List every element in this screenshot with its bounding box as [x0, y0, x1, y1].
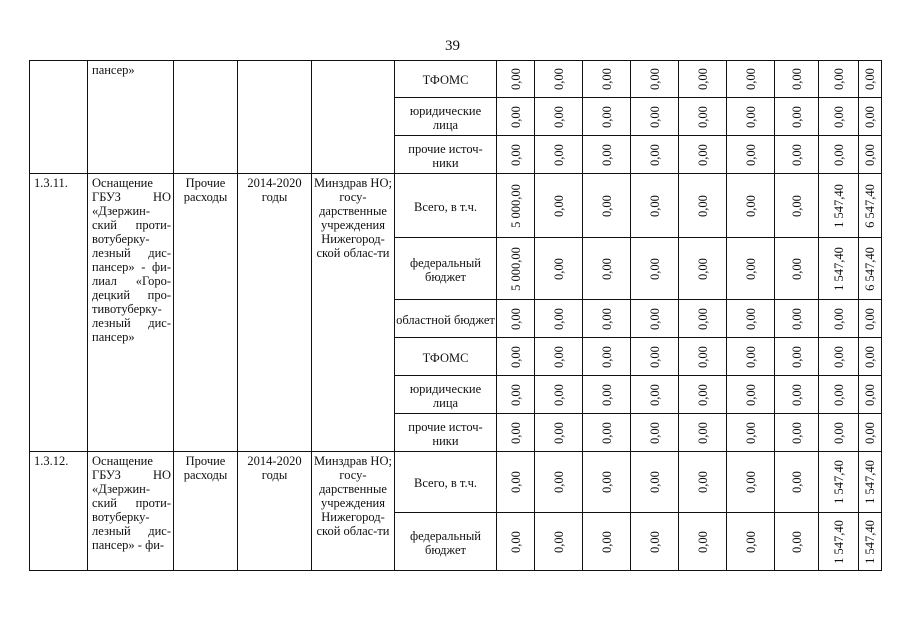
amount-value: 0,00 [863, 383, 877, 406]
amount-cell [727, 61, 775, 98]
amount-cell [819, 376, 859, 414]
amount-value: 0,00 [695, 143, 710, 166]
amount-cell [727, 338, 775, 376]
amount-cell [583, 174, 631, 238]
amount-cell [535, 414, 583, 452]
amount-cell [775, 98, 819, 136]
amount-cell [497, 338, 535, 376]
amount-value: 0,00 [599, 530, 614, 553]
funding-source: ТФОМС [395, 61, 497, 98]
amount-cell [775, 452, 819, 513]
amount-cell [583, 452, 631, 513]
amount-cell [775, 238, 819, 300]
amount-value: 0,00 [695, 68, 710, 90]
amount-cell [819, 98, 859, 136]
amount-value: 0,00 [508, 471, 523, 493]
amount-cell [535, 452, 583, 513]
page-number: 39 [445, 38, 460, 54]
amount-cell [727, 414, 775, 452]
amount-value: 1 547,40 [831, 519, 846, 564]
funding-source: Всего, в т.ч. [395, 452, 497, 513]
item-number: 1.3.11. [30, 174, 88, 452]
amount-value: 0,00 [599, 345, 614, 368]
amount-value: 0,00 [599, 257, 614, 280]
amount-cell [727, 136, 775, 174]
amount-value: 0,00 [599, 194, 614, 217]
amount-value: 0,00 [789, 105, 804, 128]
amount-cell [497, 136, 535, 174]
amount-value: 0,00 [695, 105, 710, 128]
amount-cell [679, 376, 727, 414]
amount-value: 0,00 [599, 383, 614, 406]
amount-value: 0,00 [508, 105, 523, 128]
amount-cell [775, 376, 819, 414]
amount-cell [497, 300, 535, 338]
amount-cell [859, 414, 882, 452]
amount-cell [727, 376, 775, 414]
amount-cell [631, 98, 679, 136]
amount-cell [631, 513, 679, 571]
table-row [30, 452, 882, 513]
amount-cell [583, 61, 631, 98]
amount-value: 0,00 [743, 471, 758, 493]
funding-source: федеральный бюджет [395, 513, 497, 571]
amount-cell [535, 376, 583, 414]
amount-cell [535, 61, 583, 98]
amount-cell [775, 174, 819, 238]
amount-value: 0,00 [695, 345, 710, 368]
amount-cell [583, 300, 631, 338]
amount-cell [583, 376, 631, 414]
amount-cell [727, 98, 775, 136]
funding-source: прочие источ-ники [395, 414, 497, 452]
amount-cell [775, 136, 819, 174]
amount-cell [497, 414, 535, 452]
executor [312, 61, 395, 174]
amount-cell [497, 61, 535, 98]
amount-value: 0,00 [599, 143, 614, 166]
amount-value: 6 547,40 [863, 183, 877, 228]
amount-value: 0,00 [508, 307, 523, 330]
amount-value: 5 000,00 [508, 183, 523, 228]
amount-value: 0,00 [863, 345, 877, 368]
executor: Минздрав НО; госу-дарственные учреждения Нижегород-ской облас-ти [312, 452, 395, 571]
amount-cell [859, 513, 882, 571]
amount-value: 0,00 [695, 530, 710, 553]
amount-cell [859, 376, 882, 414]
expense-type: Прочие расходы [174, 452, 238, 571]
period-years: 2014-2020 годы [238, 452, 312, 571]
amount-value: 0,00 [743, 105, 758, 128]
amount-cell [775, 300, 819, 338]
amount-cell [535, 300, 583, 338]
amount-value: 0,00 [508, 143, 523, 166]
amount-cell [497, 376, 535, 414]
amount-value: 0,00 [695, 257, 710, 280]
amount-cell [497, 513, 535, 571]
item-number [30, 61, 88, 174]
amount-value: 6 547,40 [863, 246, 877, 291]
amount-value: 0,00 [647, 345, 662, 368]
amount-cell [679, 414, 727, 452]
amount-value: 0,00 [551, 421, 566, 444]
funding-source: юридические лица [395, 98, 497, 136]
amount-value: 0,00 [599, 471, 614, 493]
amount-value: 5 000,00 [508, 246, 523, 291]
amount-value: 0,00 [831, 421, 846, 444]
amount-value: 0,00 [743, 257, 758, 280]
amount-value: 0,00 [695, 471, 710, 493]
amount-value: 0,00 [647, 421, 662, 444]
amount-cell [859, 238, 882, 300]
amount-value: 0,00 [863, 143, 877, 166]
item-name: Оснащение ГБУЗ НО «Дзержин-ский проти-вотуберку-лезный дис-пансер» - фи- [88, 452, 174, 571]
amount-value: 0,00 [647, 307, 662, 330]
amount-cell [727, 174, 775, 238]
funding-source: ТФОМС [395, 338, 497, 376]
amount-value: 0,00 [743, 68, 758, 90]
amount-cell [775, 513, 819, 571]
amount-value: 0,00 [789, 257, 804, 280]
amount-value: 0,00 [508, 345, 523, 368]
amount-value: 0,00 [647, 194, 662, 217]
amount-value: 0,00 [647, 105, 662, 128]
amount-value: 0,00 [831, 68, 846, 90]
amount-value: 0,00 [551, 383, 566, 406]
amount-value: 0,00 [743, 194, 758, 217]
amount-cell [497, 174, 535, 238]
amount-value: 0,00 [831, 143, 846, 166]
amount-value: 0,00 [508, 383, 523, 406]
amount-cell [631, 414, 679, 452]
amount-value: 0,00 [551, 471, 566, 493]
amount-value: 0,00 [508, 421, 523, 444]
amount-cell [727, 300, 775, 338]
amount-value: 0,00 [863, 68, 877, 90]
funding-source: прочие источ-ники [395, 136, 497, 174]
amount-cell [631, 338, 679, 376]
amount-cell [679, 136, 727, 174]
period-years [238, 61, 312, 174]
amount-cell [775, 61, 819, 98]
amount-value: 0,00 [743, 307, 758, 330]
amount-value: 1 547,40 [863, 460, 877, 504]
amount-cell [497, 238, 535, 300]
expense-type [174, 61, 238, 174]
amount-value: 0,00 [551, 68, 566, 90]
amount-cell [497, 452, 535, 513]
amount-value: 1 547,40 [863, 519, 877, 564]
amount-cell [819, 136, 859, 174]
amount-value: 1 547,40 [831, 460, 846, 504]
amount-cell [859, 61, 882, 98]
amount-value: 0,00 [551, 194, 566, 217]
expense-type: Прочие расходы [174, 174, 238, 452]
amount-value: 0,00 [831, 383, 846, 406]
budget-table [29, 60, 882, 571]
amount-value: 0,00 [695, 421, 710, 444]
amount-value: 0,00 [695, 194, 710, 217]
amount-cell [727, 238, 775, 300]
amount-cell [859, 452, 882, 513]
amount-cell [583, 238, 631, 300]
amount-cell [631, 452, 679, 513]
amount-value: 0,00 [647, 257, 662, 280]
amount-value: 0,00 [789, 194, 804, 217]
amount-cell [679, 452, 727, 513]
amount-value: 0,00 [647, 68, 662, 90]
amount-cell [583, 98, 631, 136]
amount-cell [631, 174, 679, 238]
amount-value: 0,00 [831, 345, 846, 368]
amount-cell [583, 414, 631, 452]
table-row [30, 174, 882, 238]
amount-value: 0,00 [551, 143, 566, 166]
amount-value: 0,00 [599, 421, 614, 444]
amount-value: 0,00 [863, 307, 877, 330]
amount-cell [631, 238, 679, 300]
amount-value: 0,00 [599, 307, 614, 330]
amount-cell [679, 61, 727, 98]
amount-cell [583, 513, 631, 571]
amount-value: 0,00 [695, 383, 710, 406]
amount-cell [859, 300, 882, 338]
amount-cell [819, 452, 859, 513]
amount-cell [819, 238, 859, 300]
amount-cell [679, 300, 727, 338]
table-row [30, 61, 882, 98]
amount-value: 0,00 [743, 383, 758, 406]
amount-cell [679, 338, 727, 376]
funding-source: юридические лица [395, 376, 497, 414]
amount-value: 0,00 [647, 143, 662, 166]
item-number: 1.3.12. [30, 452, 88, 571]
amount-value: 0,00 [743, 143, 758, 166]
amount-value: 0,00 [551, 257, 566, 280]
amount-cell [583, 338, 631, 376]
amount-value: 0,00 [743, 421, 758, 444]
amount-cell [535, 238, 583, 300]
amount-cell [535, 513, 583, 571]
amount-cell [819, 338, 859, 376]
amount-cell [859, 338, 882, 376]
funding-source: Всего, в т.ч. [395, 174, 497, 238]
amount-cell [775, 338, 819, 376]
amount-cell [819, 414, 859, 452]
amount-cell [535, 338, 583, 376]
amount-value: 0,00 [789, 345, 804, 368]
amount-value: 0,00 [789, 421, 804, 444]
amount-value: 0,00 [789, 307, 804, 330]
amount-value: 0,00 [647, 471, 662, 493]
amount-cell [727, 513, 775, 571]
amount-value: 0,00 [789, 68, 804, 90]
amount-value: 0,00 [599, 105, 614, 128]
amount-value: 0,00 [831, 105, 846, 128]
amount-cell [679, 174, 727, 238]
amount-value: 0,00 [647, 530, 662, 553]
amount-cell [819, 61, 859, 98]
amount-cell [819, 174, 859, 238]
amount-cell [859, 136, 882, 174]
amount-cell [679, 98, 727, 136]
amount-cell [535, 136, 583, 174]
amount-value: 0,00 [863, 105, 877, 128]
amount-cell [679, 238, 727, 300]
amount-value: 1 547,40 [831, 183, 846, 228]
amount-value: 1 547,40 [831, 246, 846, 291]
amount-cell [679, 513, 727, 571]
amount-cell [859, 174, 882, 238]
amount-cell [631, 300, 679, 338]
amount-cell [859, 98, 882, 136]
amount-value: 0,00 [508, 530, 523, 553]
item-name: пансер» [88, 61, 174, 174]
amount-cell [631, 61, 679, 98]
amount-value: 0,00 [789, 383, 804, 406]
amount-cell [497, 98, 535, 136]
executor: Минздрав НО; госу-дарственные учреждения Нижегород-ской облас-ти [312, 174, 395, 452]
amount-value: 0,00 [831, 307, 846, 330]
amount-value: 0,00 [743, 530, 758, 553]
amount-cell [583, 136, 631, 174]
amount-value: 0,00 [551, 530, 566, 553]
amount-cell [631, 376, 679, 414]
amount-value: 0,00 [789, 143, 804, 166]
amount-value: 0,00 [743, 345, 758, 368]
amount-value: 0,00 [789, 530, 804, 553]
amount-value: 0,00 [789, 471, 804, 493]
amount-value: 0,00 [551, 345, 566, 368]
amount-value: 0,00 [508, 68, 523, 90]
funding-source: федеральный бюджет [395, 238, 497, 300]
amount-cell [727, 452, 775, 513]
amount-cell [631, 136, 679, 174]
item-name: Оснащение ГБУЗ НО «Дзержин-ский проти-вотуберку-лезный дис-пансер» - фи-лиал «Горо-децкий про-тивотуберку-лезный дис-пансер» [88, 174, 174, 452]
amount-cell [775, 414, 819, 452]
amount-cell [819, 300, 859, 338]
funding-source: областной бюджет [395, 300, 497, 338]
amount-value: 0,00 [551, 105, 566, 128]
amount-value: 0,00 [695, 307, 710, 330]
amount-value: 0,00 [647, 383, 662, 406]
period-years: 2014-2020 годы [238, 174, 312, 452]
amount-value: 0,00 [863, 421, 877, 444]
amount-value: 0,00 [551, 307, 566, 330]
amount-cell [535, 98, 583, 136]
amount-cell [535, 174, 583, 238]
amount-value: 0,00 [599, 68, 614, 90]
amount-cell [819, 513, 859, 571]
